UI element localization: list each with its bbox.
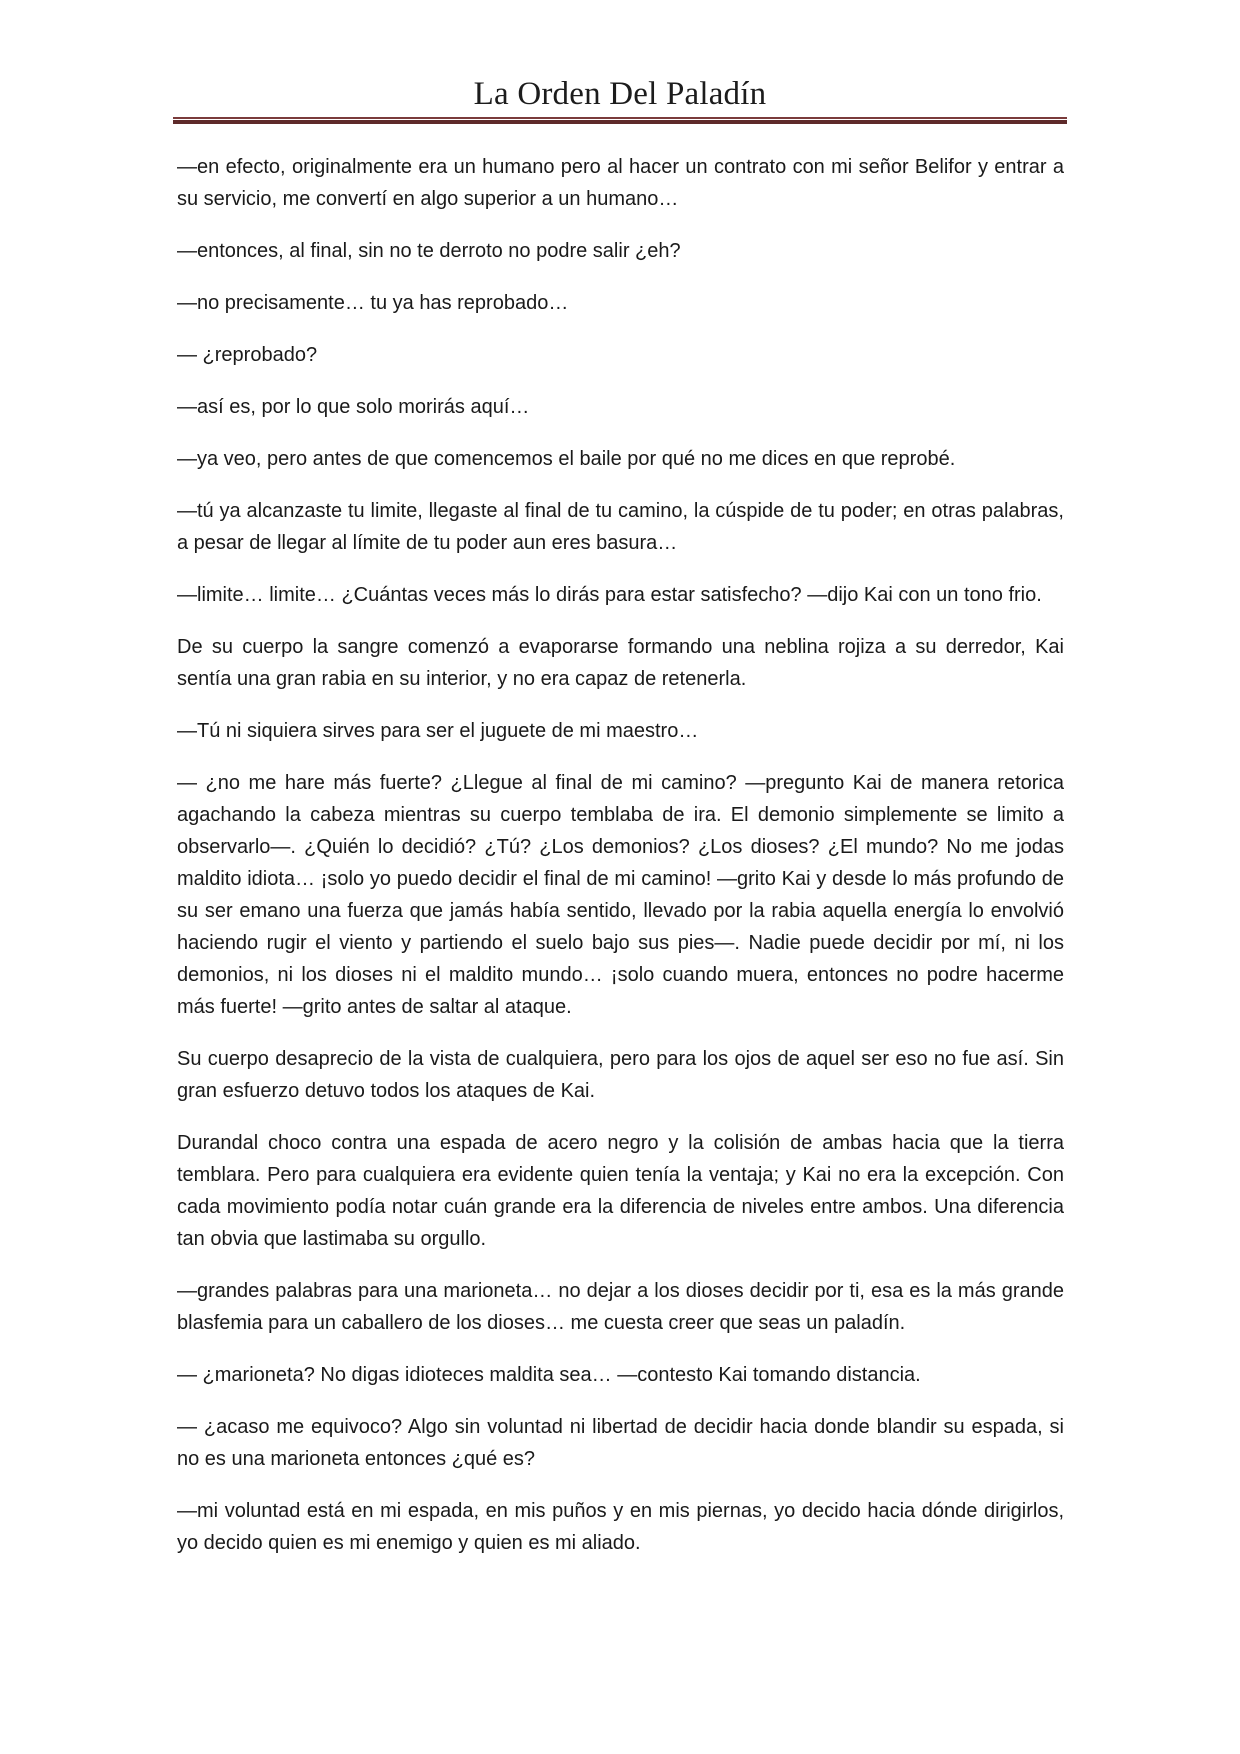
paragraph: —mi voluntad está en mi espada, en mis puños y en mis piernas, yo decido hacia dónde dirigirlos, yo decido quien es mi enemigo y quien es mi aliado.: [177, 1500, 1064, 1554]
paragraph: — ¿no me hare más fuerte? ¿Llegue al final de mi camino? —pregunto Kai de manera retorica agachando la cabeza mientras su cuerpo temblaba de ira. El demonio simplemente se limito a observarlo—. ¿Quién lo decidió? ¿Tú? ¿Los demonios? ¿Los dioses? ¿El mundo? No me jodas maldito idiota… ¡solo yo puedo decidir el final de mi camino! —grito Kai y desde lo más profundo de su ser emano una fuerza que jamás había sentido, llevado por la rabia aquella energía lo envolvió haciendo rugir el viento y partiendo el suelo bajo sus pies—. Nadie puede decidir por mí, ni los demonios, ni los dioses ni el maldito mundo… ¡solo cuando muera, entonces no podre hacerme más fuerte! —grito antes de saltar al ataque.: [177, 772, 1064, 1018]
paragraph: —limite… limite… ¿Cuántas veces más lo dirás para estar satisfecho? —dijo Kai con un tono frio.: [177, 584, 1042, 606]
page-header: [173, 72, 1067, 116]
paragraph: Su cuerpo desaprecio de la vista de cualquiera, pero para los ojos de aquel ser eso no fue así. Sin gran esfuerzo detuvo todos los ataques de Kai.: [177, 1048, 1064, 1102]
paragraph: — ¿acaso me equivoco? Algo sin voluntad ni libertad de decidir hacia donde blandir su espada, si no es una marioneta entonces ¿qué es?: [177, 1416, 1064, 1470]
paragraph: —entonces, al final, sin no te derroto no podre salir ¿eh?: [177, 240, 681, 262]
book-title: La Orden Del Paladín: [473, 76, 767, 112]
paragraph: —Tú ni siquiera sirves para ser el juguete de mi maestro…: [177, 720, 699, 742]
paragraph: —tú ya alcanzaste tu limite, llegaste al final de tu camino, la cúspide de tu poder; en otras palabras, a pesar de llegar al límite de tu poder aun eres basura…: [177, 500, 1064, 554]
paragraph: — ¿reprobado?: [177, 344, 318, 366]
paragraph: —no precisamente… tu ya has reprobado…: [177, 292, 569, 314]
paragraph: — ¿marioneta? No digas idioteces maldita sea… —contesto Kai tomando distancia.: [177, 1364, 921, 1386]
paragraph: —ya veo, pero antes de que comencemos el baile por qué no me dices en que reprobé.: [177, 448, 956, 470]
header-rule-thin: [173, 117, 1067, 119]
paragraph: Durandal choco contra una espada de acero negro y la colisión de ambas hacia que la tierra temblara. Pero para cualquiera era evidente quien tenía la ventaja; y Kai no era la excepción. Con cada movimiento podía notar cuán grande era la diferencia de niveles entre ambos. Una diferencia tan obvia que lastimaba su orgullo.: [177, 1132, 1064, 1250]
paragraph: —en efecto, originalmente era un humano pero al hacer un contrato con mi señor Belifor y entrar a su servicio, me convertí en algo superior a un humano…: [177, 156, 1064, 210]
body-text: [177, 151, 1064, 1579]
paragraph: De su cuerpo la sangre comenzó a evaporarse formando una neblina rojiza a su derredor, Kai sentía una gran rabia en su interior, y no era capaz de retenerla.: [177, 636, 1064, 690]
header-rule-thick: [173, 120, 1067, 124]
paragraph: —grandes palabras para una marioneta… no dejar a los dioses decidir por ti, esa es la más grande blasfemia para un caballero de los dioses… me cuesta creer que seas un paladín.: [177, 1280, 1064, 1334]
paragraph: —así es, por lo que solo morirás aquí…: [177, 396, 530, 418]
